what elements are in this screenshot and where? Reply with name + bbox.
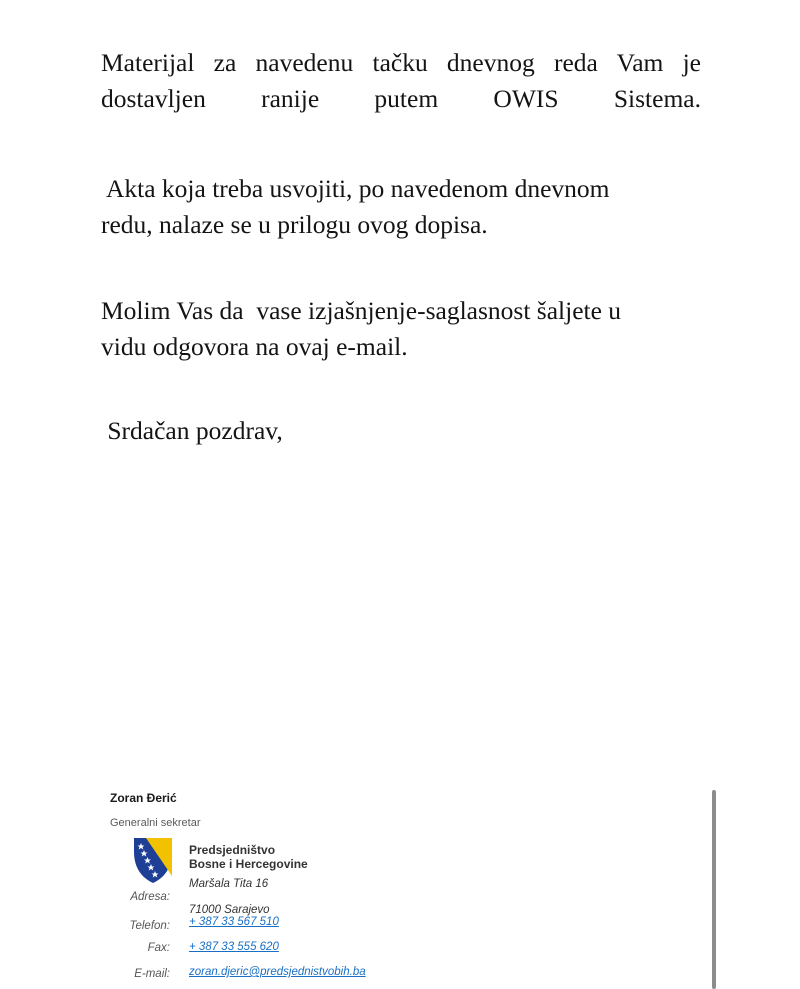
address-street: Maršala Tita 16 bbox=[189, 878, 269, 890]
paragraph-line: Akta koja treba usvojiti, po navedenom dnevnom bbox=[101, 174, 610, 203]
paragraph-line: Molim Vas da vase izjašnjenje-saglasnost šaljete u bbox=[101, 296, 622, 325]
address-city: 71000 Sarajevo bbox=[189, 904, 270, 916]
closing-greeting bbox=[101, 413, 701, 449]
organization-name bbox=[189, 843, 308, 871]
paragraph-line: vidu odgovora na ovaj e-mail. bbox=[101, 332, 408, 361]
bih-coat-of-arms-icon bbox=[131, 836, 175, 884]
email-link[interactable]: zoran.djeric@predsjednistvobih.ba bbox=[189, 966, 366, 978]
paragraph-acts bbox=[101, 171, 701, 243]
paragraph-line: Materijal za navedenu tačku dnevnog reda Vam je bbox=[101, 48, 701, 77]
paragraph-request bbox=[101, 293, 701, 365]
phone-label: Telefon: bbox=[129, 920, 170, 932]
paragraph-line: Srdačan pozdrav, bbox=[101, 416, 283, 445]
organization-name-line: Predsjedništvo bbox=[189, 843, 276, 857]
address-label: Adresa: bbox=[130, 891, 170, 903]
fax-link[interactable]: + 387 33 555 620 bbox=[189, 941, 279, 953]
signature-name: Zoran Đerić bbox=[110, 791, 177, 805]
paragraph-line: dostavljen ranije putem OWIS Sistema. bbox=[101, 84, 701, 113]
phone-link[interactable]: + 387 33 567 510 bbox=[189, 916, 279, 928]
signature-title: Generalni sekretar bbox=[110, 817, 201, 829]
paragraph-material bbox=[101, 45, 701, 117]
paragraph-line: redu, nalaze se u prilogu ovog dopisa. bbox=[101, 210, 488, 239]
organization-name-line: Bosne i Hercegovine bbox=[189, 857, 308, 871]
fax-label: Fax: bbox=[147, 942, 170, 954]
email-label: E-mail: bbox=[134, 968, 170, 980]
scrollbar[interactable] bbox=[712, 790, 716, 989]
